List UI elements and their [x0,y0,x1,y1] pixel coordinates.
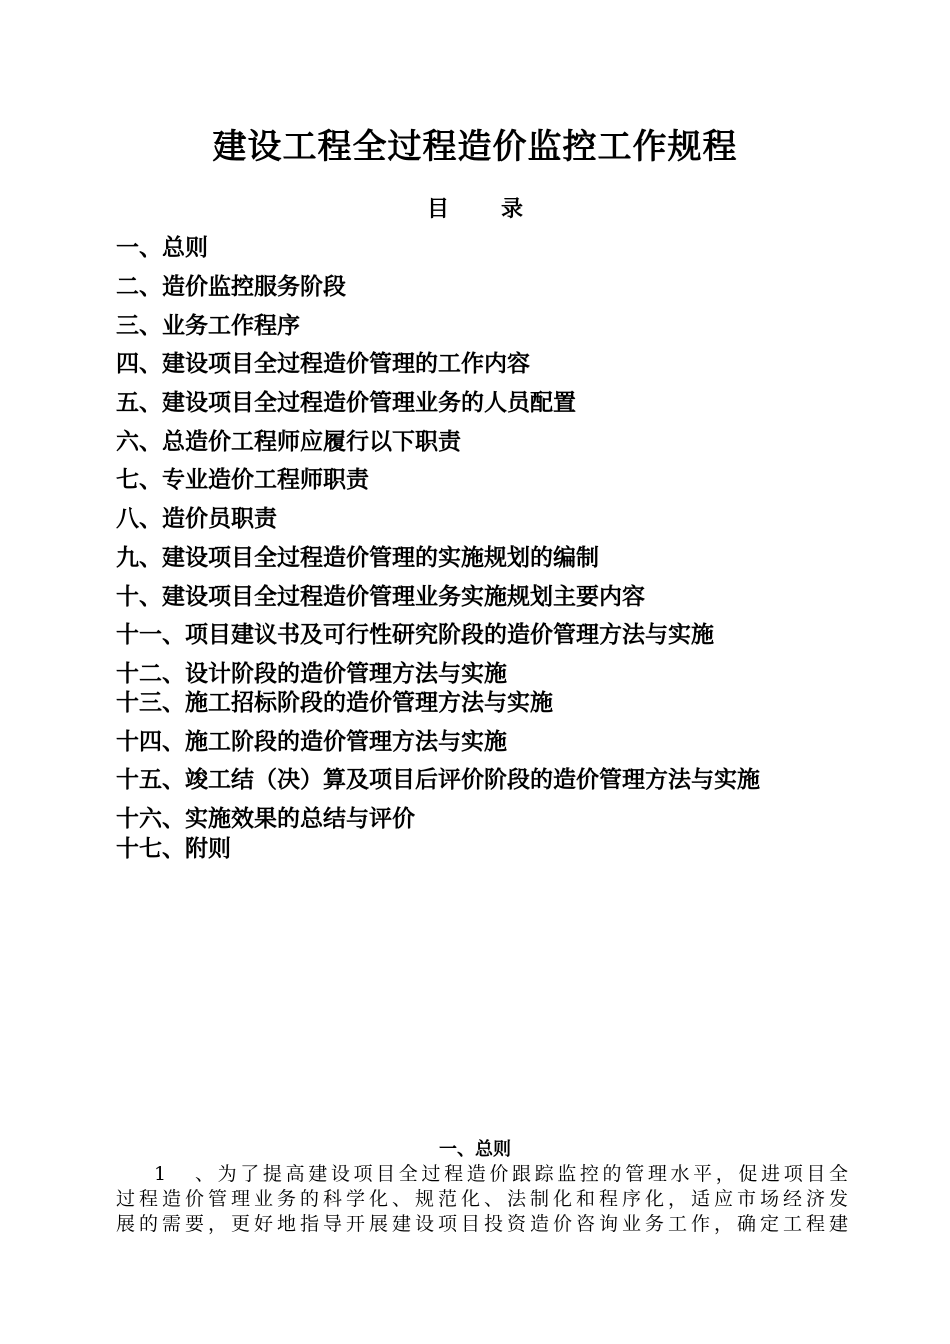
section-heading: 一、总则 [439,1139,511,1160]
toc-item: 二、造价监控服务阶段 [116,274,346,300]
paragraph-line: 展的需要，更好地指导开展建设项目投资造价咨询业务工作，确定工程建 [116,1213,848,1235]
toc-item: 四、建设项目全过程造价管理的工作内容 [116,351,530,377]
body-paragraph [116,1162,848,1237]
toc-item: 十七、附则 [116,836,231,862]
toc-heading-right: 录 [501,197,524,222]
toc-item: 一、总则 [116,235,208,261]
toc-item: 十五、竣工结（决）算及项目后评价阶段的造价管理方法与实施 [116,767,760,793]
toc-item: 六、总造价工程师应履行以下职责 [116,429,461,455]
toc-item: 十四、施工阶段的造价管理方法与实施 [116,729,507,755]
paragraph-line: 过程造价管理业务的科学化、规范化、法制化和程序化，适应市场经济发 [116,1188,848,1210]
paragraph-line-text: 为了提高建设项目全过程造价跟踪监控的管理水平，促进项目全 [214,1163,848,1185]
toc-item: 三、业务工作程序 [116,313,300,339]
toc-item: 十一、项目建议书及可行性研究阶段的造价管理方法与实施 [116,622,714,648]
toc-item: 十、建设项目全过程造价管理业务实施规划主要内容 [116,584,645,610]
paragraph-line [116,1162,848,1187]
paragraph-number: 1、 [154,1163,214,1185]
toc-heading-left: 目 [426,197,449,222]
toc-item: 十三、施工招标阶段的造价管理方法与实施 [116,690,553,716]
toc-item: 九、建设项目全过程造价管理的实施规划的编制 [116,545,599,571]
toc-item: 八、造价员职责 [116,506,277,532]
toc-item: 十六、实施效果的总结与评价 [116,806,415,832]
toc-item: 五、建设项目全过程造价管理业务的人员配置 [116,390,576,416]
document-title: 建设工程全过程造价监控工作规程 [212,127,738,167]
toc-item: 七、专业造价工程师职责 [116,467,369,493]
toc-heading [0,194,950,226]
toc-item: 十二、设计阶段的造价管理方法与实施 [116,661,507,687]
